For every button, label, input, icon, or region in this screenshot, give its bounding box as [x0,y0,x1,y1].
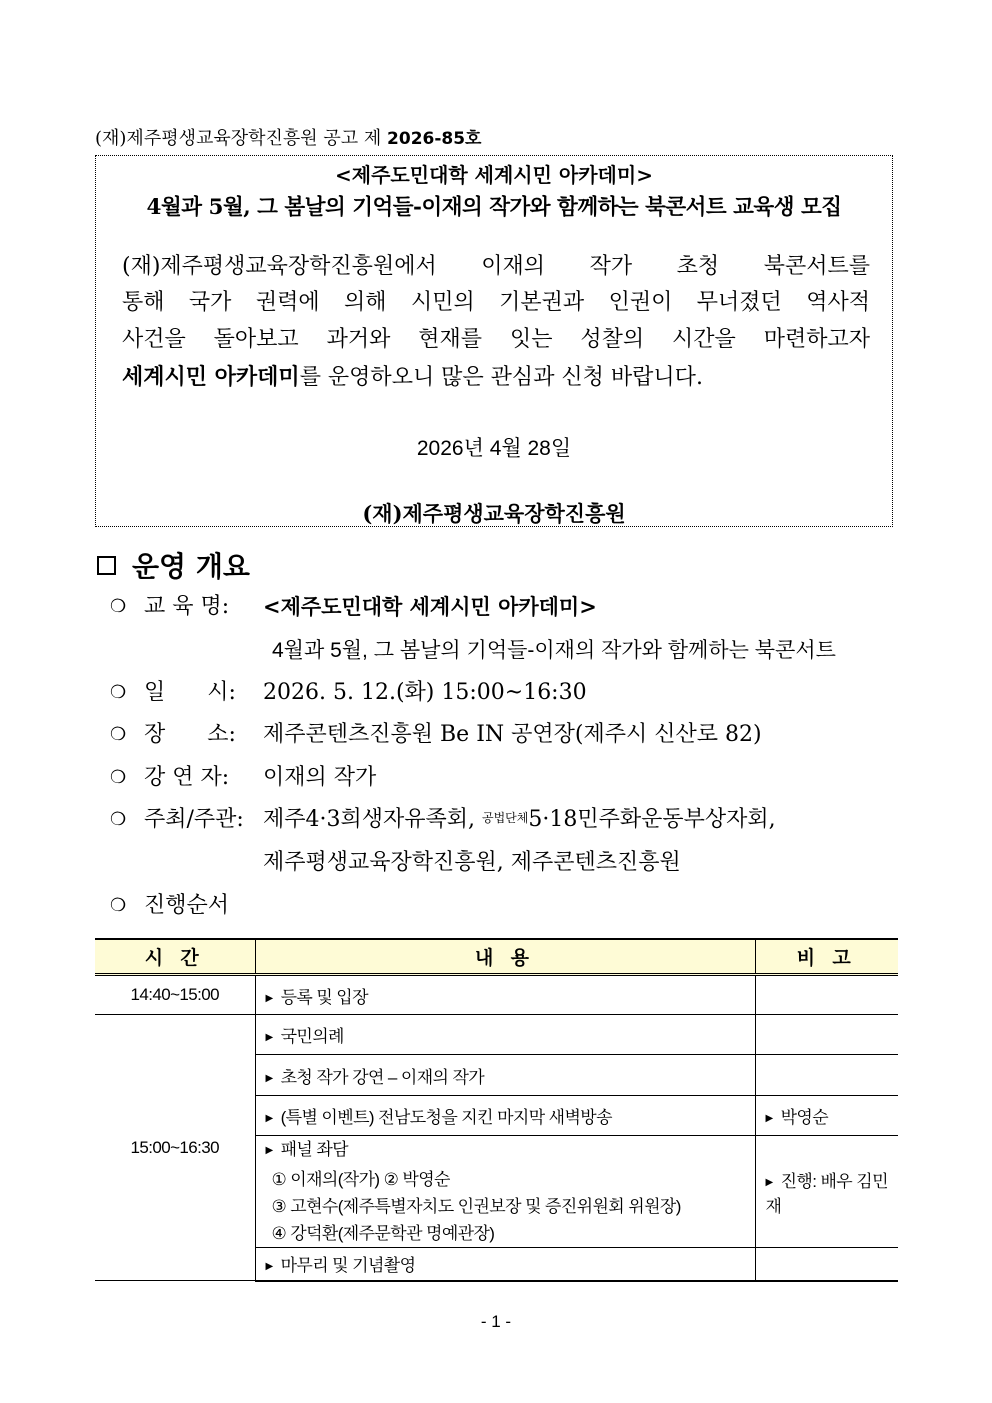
table-cell-note [755,975,898,1015]
body-line: 사건을 돌아보고 과거와 현재를 잇는 성찰의 시간을 마련하고자 [122,327,870,352]
announcement-organization: (재)제주평생교육장학진흥원 [362,501,626,526]
table-cell-note [755,1096,898,1136]
triangle-bullet-icon: ▶ [265,1261,273,1273]
checkbox-square-icon [97,556,116,575]
overview-value: 이재의 작가 [263,765,377,790]
table-header: 시 간 [95,939,255,975]
overview-label: 장 소: [144,722,236,747]
body-emphasis: 세계시민 아카데미 [122,364,300,390]
note-text: 박영순 [780,1108,829,1127]
circle-bullet-icon: ❍ [110,895,127,916]
body-text: 를 운영하오니 많은 관심과 신청 바랍니다. [299,365,703,390]
triangle-bullet-icon: ▶ [765,1113,773,1124]
table-cell-content [255,1015,755,1055]
overview-label: 일 시: [144,680,236,705]
overview-label: 진행순서 [144,893,230,918]
triangle-bullet-icon: ▶ [265,1072,273,1084]
overview-value: <제주도민대학 세계시민 아카데미> [263,594,597,619]
table-cell-time: 15:00~16:30 [95,1015,255,1281]
circle-bullet-icon: ❍ [110,682,127,703]
academy-title: <제주도민대학 세계시민 아카데미> [335,163,653,187]
table-cell-content [255,1055,755,1096]
overview-label: 교 육 명: [144,594,230,619]
content-text: 등록 및 입장 [280,987,368,1007]
body-line: (재)제주평생교육장학진흥원에서 이재의 작가 초청 북콘서트를 [122,254,870,279]
overview-value: 2026. 5. 12.(화) 15:00~16:30 [263,680,587,705]
notice-number [95,124,481,150]
circle-bullet-icon: ❍ [110,596,127,617]
table-row [95,1015,898,1055]
panel-member: ③ 고현수(제주특별자치도 인권보장 및 증진위원회 위원장) [271,1197,681,1216]
table-cell-note [755,1055,898,1096]
table-cell-time: 14:40~15:00 [95,975,255,1015]
page-number: - 1 - [480,1312,512,1331]
table-header: 내 용 [255,939,755,975]
note-text: 진행: 배우 김민재 [765,1171,888,1216]
circle-bullet-icon: ❍ [110,767,127,788]
table-header-row [95,939,898,975]
triangle-bullet-icon: ▶ [265,1145,273,1156]
section-heading-text: 운영 개요 [132,550,250,583]
notice-number-value: 2026-85호 [387,129,482,149]
announcement-box [95,155,893,527]
table-header: 비 고 [755,939,898,975]
body-line: 통해 국가 권력에 의해 시민의 기본권과 인권이 무너졌던 역사적 [122,290,870,315]
panel-member: ④ 강덕환(제주문학관 명예관장) [271,1224,495,1243]
overview-label: 주최/주관: [144,807,244,832]
content-text: 초청 작가 강연 – 이재의 작가 [280,1067,485,1087]
overview-label: 강 연 자: [144,765,230,790]
table-cell-note [755,1248,898,1281]
triangle-bullet-icon: ▶ [265,992,273,1004]
overview-continuation: 4월과 5월, 그 봄날의 기억들-이재의 작가와 함께하는 북콘서트 [272,639,836,662]
overview-value-text: 5·18민주화운동부상자회, [528,807,776,832]
table-cell-note [755,1136,898,1248]
content-text: 마무리 및 기념촬영 [280,1256,416,1276]
panel-member: ① 이재의(작가) ② 박영순 [271,1170,450,1189]
table-cell-content [255,975,755,1015]
triangle-bullet-icon: ▶ [265,1032,273,1043]
table-cell-content [255,1096,755,1136]
overview-value [263,805,776,835]
table-cell-content [255,1136,755,1248]
section-heading [97,545,250,585]
announcement-title: 4월과 5월, 그 봄날의 기억들-이재의 작가와 함께하는 북콘서트 교육생 모집 [146,195,842,220]
schedule-table [95,938,898,1282]
overview-value: 제주콘텐츠진흥원 Be IN 공연장(제주시 신산로 82) [263,722,762,747]
content-text: (특별 이벤트) 전남도청을 지킨 마지막 새벽방송 [280,1108,612,1127]
table-cell-note [755,1015,898,1055]
content-text: 국민의례 [280,1027,344,1046]
circle-bullet-icon: ❍ [110,724,127,745]
overview-superscript: 공법단체 [482,811,529,825]
table-row [95,975,898,1015]
table-cell-content [255,1248,755,1281]
overview-value-text: 제주4·3희생자유족회, [263,807,482,832]
notice-prefix: (재)제주평생교육장학진흥원 공고 제 [95,128,388,149]
content-text: 패널 좌담 [280,1140,349,1159]
body-line [122,366,870,389]
announcement-date: 2026년 4월 28일 [416,437,572,460]
triangle-bullet-icon: ▶ [265,1113,273,1124]
overview-continuation: 제주평생교육장학진흥원, 제주콘텐츠진흥원 [263,850,681,875]
triangle-bullet-icon: ▶ [765,1176,773,1188]
circle-bullet-icon: ❍ [110,809,127,830]
